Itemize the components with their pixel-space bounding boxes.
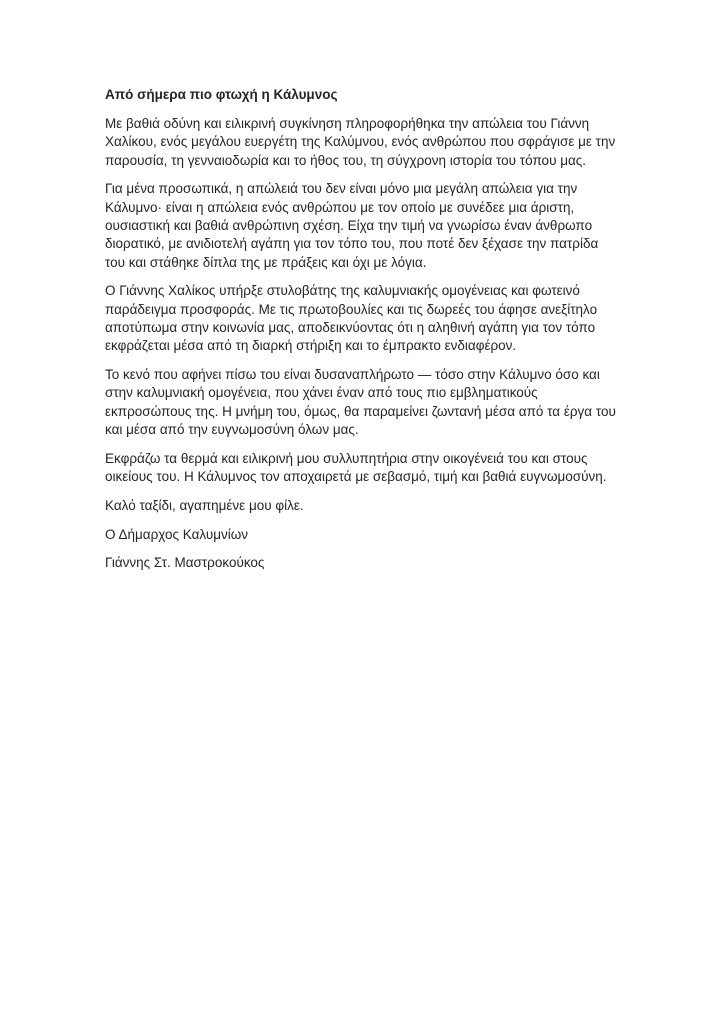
body-paragraph-5: Εκφράζω τα θερμά και ειλικρινή μου συλλυπητήρια στην οικογένειά του και στους οικείους του. Η Κάλυμνος τον αποχαιρετά με σεβασμό, τιμή και βαθιά ευγνωμοσύνη. bbox=[105, 450, 607, 485]
document-title: Από σήμερα πιο φτωχή η Κάλυμνος bbox=[105, 87, 338, 102]
body-paragraph-1: Με βαθιά οδύνη και ειλικρινή συγκίνηση πληροφορήθηκα την απώλεια του Γιάννη Χαλίκου, ενός μεγάλου ευεργέτη της Καλύμνου, ενός ανθρώπου που σφράγισε με την παρουσία, τη γενναιοδωρία και το ήθος του, τη σύγχρονη ιστορία του τόπου μας. bbox=[105, 116, 616, 168]
signature-role: Ο Δήμαρχος Καλυμνίων bbox=[105, 526, 249, 542]
farewell-line: Καλό ταξίδι, αγαπημένε μου φίλε. bbox=[105, 497, 304, 513]
body-paragraph-2: Για μένα προσωπικά, η απώλειά του δεν είναι μόνο μια μεγάλη απώλεια για την Κάλυμνο· είναι η απώλεια ενός ανθρώπου με τον οποίο με συνέδεε μια άριστη, ουσιαστική και βαθιά ανθρώπινη σχέση. Είχα την τιμή να γνωρίσω έναν άνθρωπο διορατικό, με ανιδιοτελή αγάπη για τον τόπο του, που ποτέ δεν ξέχασε την πατρίδα του και στάθηκε δίπλα της με πράξεις και όχι με λόγια. bbox=[105, 181, 599, 270]
body-paragraph-3: Ο Γιάννης Χαλίκος υπήρξε στυλοβάτης της καλυμνιακής ομογένειας και φωτεινό παράδειγμα προσφοράς. Με τις πρωτοβουλίες και τις δωρεές του άφησε ανεξίτηλο αποτύπωμα στην κοινωνία μας, αποδεικνύοντας ότι η αληθινή αγάπη για τον τόπο εκφράζεται μέσα από τη διαρκή στήριξη και το έμπρακτο ενδιαφέρον. bbox=[105, 283, 598, 354]
body-paragraph-4: Το κενό που αφήνει πίσω του είναι δυσαναπλήρωτο — τόσο στην Κάλυμνο όσο και στην καλυμνιακή ομογένεια, που χάνει έναν από τους πιο εμβληματικούς εκπροσώπους της. Η μνήμη του, όμως, θα παραμείνει ζωντανή μέσα από τα έργα του και μέσα από την ευγνωμοσύνη όλων μας. bbox=[105, 367, 616, 437]
signature-name: Γιάννης Στ. Μαστροκούκος bbox=[105, 555, 265, 571]
